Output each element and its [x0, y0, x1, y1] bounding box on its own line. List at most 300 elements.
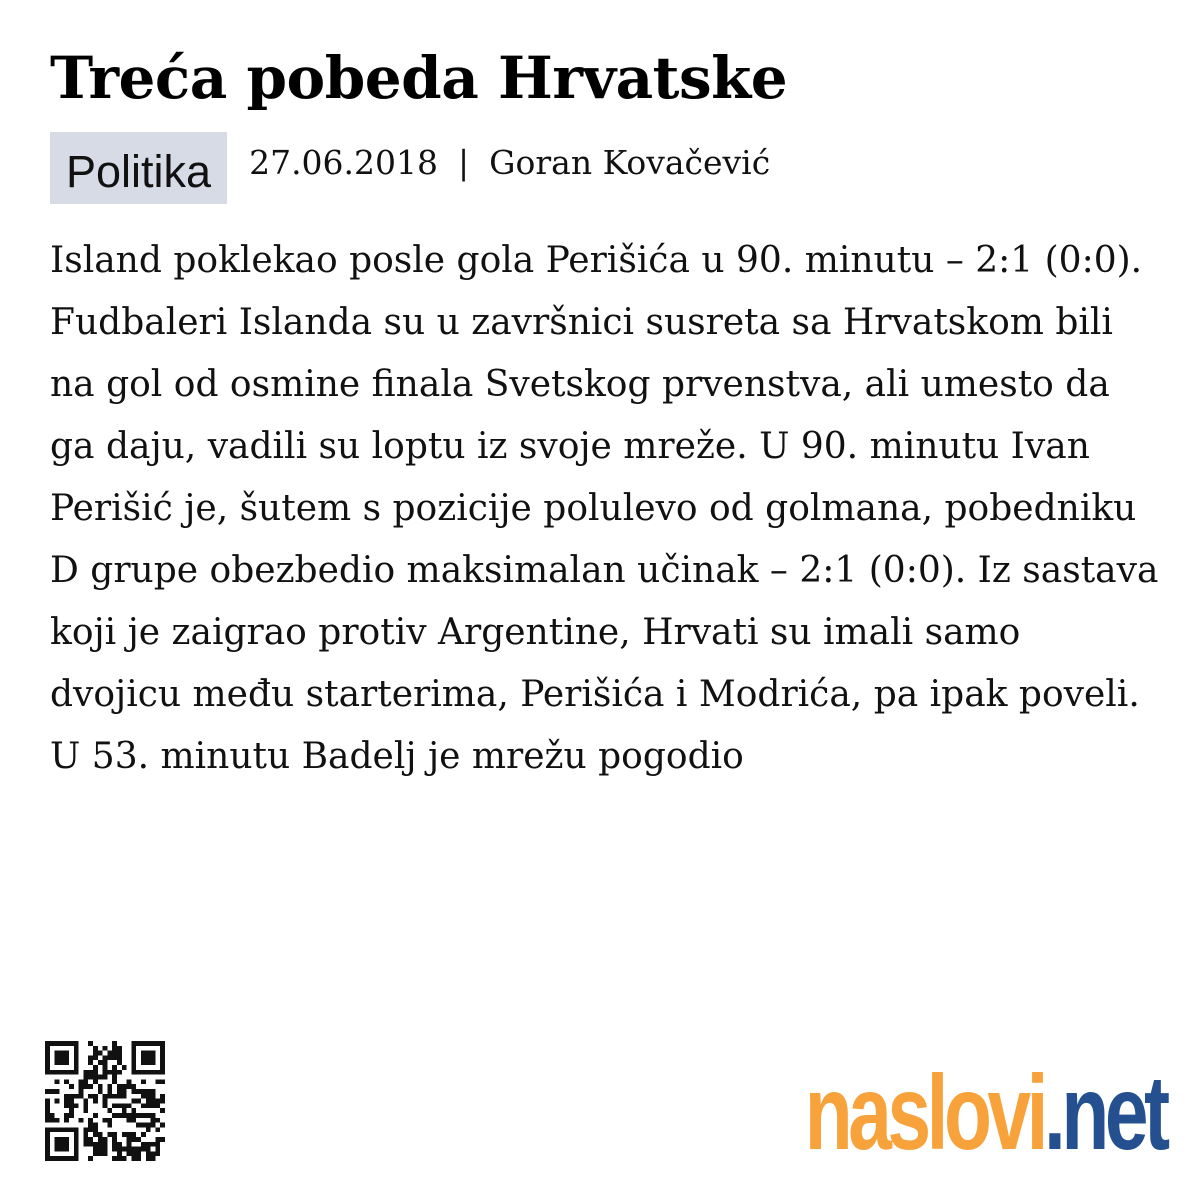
qr-module — [74, 1127, 79, 1132]
qr-module — [59, 1070, 64, 1075]
qr-module — [155, 1103, 160, 1108]
qr-module — [83, 1084, 88, 1089]
qr-module — [69, 1041, 74, 1046]
qr-module — [45, 1099, 50, 1104]
qr-module — [112, 1137, 117, 1142]
qr-module — [103, 1070, 108, 1075]
qr-module — [151, 1156, 156, 1161]
qr-module — [117, 1103, 122, 1108]
qr-module — [98, 1137, 103, 1142]
qr-module — [131, 1132, 136, 1137]
qr-module — [103, 1142, 108, 1147]
qr-module — [50, 1041, 55, 1046]
article-author: Goran Kovačević — [489, 142, 771, 182]
qr-module — [55, 1055, 60, 1060]
qr-module — [117, 1089, 122, 1094]
qr-module — [122, 1065, 127, 1070]
qr-module — [45, 1137, 50, 1142]
qr-module — [146, 1156, 151, 1161]
qr-module — [45, 1108, 50, 1113]
qr-module — [55, 1099, 60, 1104]
qr-module — [69, 1094, 74, 1099]
qr-module — [131, 1156, 136, 1161]
qr-module — [74, 1156, 79, 1161]
qr-module — [88, 1055, 93, 1060]
qr-module — [88, 1118, 93, 1123]
qr-module — [107, 1051, 112, 1056]
qr-module — [88, 1041, 93, 1046]
logo-text-naslovi: naslovi — [805, 1054, 1045, 1172]
qr-module — [88, 1094, 93, 1099]
qr-module — [146, 1142, 151, 1147]
article-headline: Treća pobeda Hrvatske — [50, 44, 788, 112]
qr-module — [93, 1094, 98, 1099]
qr-module — [93, 1070, 98, 1075]
qr-module — [45, 1118, 50, 1123]
qr-module — [98, 1075, 103, 1080]
qr-module — [117, 1055, 122, 1060]
qr-module — [69, 1070, 74, 1075]
qr-module — [64, 1118, 69, 1123]
qr-module — [151, 1123, 156, 1128]
qr-module — [141, 1094, 146, 1099]
qr-module — [151, 1051, 156, 1056]
qr-module — [112, 1103, 117, 1108]
qr-module — [160, 1041, 165, 1046]
qr-module — [93, 1065, 98, 1070]
qr-module — [155, 1041, 160, 1046]
qr-module — [131, 1137, 136, 1142]
qr-module — [69, 1156, 74, 1161]
qr-module — [59, 1060, 64, 1065]
qr-module — [136, 1070, 141, 1075]
qr-module — [69, 1099, 74, 1104]
qr-module — [151, 1118, 156, 1123]
qr-module — [64, 1113, 69, 1118]
qr-module — [69, 1113, 74, 1118]
qr-module — [127, 1118, 132, 1123]
qr-module — [69, 1108, 74, 1113]
qr-module — [160, 1046, 165, 1051]
qr-module — [117, 1151, 122, 1156]
qr-module — [64, 1147, 69, 1152]
qr-module — [155, 1079, 160, 1084]
qr-module — [98, 1060, 103, 1065]
qr-module — [160, 1055, 165, 1060]
qr-module — [45, 1142, 50, 1147]
qr-module — [146, 1113, 151, 1118]
qr-module — [55, 1147, 60, 1152]
qr-module — [117, 1156, 122, 1161]
qr-module — [45, 1041, 50, 1046]
qr-module — [107, 1070, 112, 1075]
qr-module — [117, 1051, 122, 1056]
qr-module — [117, 1046, 122, 1051]
qr-module — [103, 1075, 108, 1080]
qr-module — [74, 1137, 79, 1142]
qr-module — [136, 1147, 141, 1152]
qr-module — [112, 1142, 117, 1147]
qr-module — [141, 1123, 146, 1128]
qr-module — [74, 1065, 79, 1070]
qr-module — [146, 1127, 151, 1132]
qr-module — [127, 1151, 132, 1156]
qr-module — [155, 1118, 160, 1123]
qr-module — [112, 1065, 117, 1070]
qr-module — [160, 1065, 165, 1070]
qr-module — [64, 1055, 69, 1060]
qr-module — [155, 1142, 160, 1147]
category-badge[interactable]: Politika — [50, 132, 227, 204]
qr-module — [160, 1094, 165, 1099]
qr-module — [146, 1051, 151, 1056]
qr-module — [136, 1113, 141, 1118]
qr-module — [59, 1051, 64, 1056]
qr-module — [160, 1060, 165, 1065]
qr-module — [103, 1094, 108, 1099]
qr-module — [55, 1118, 60, 1123]
qr-module — [74, 1094, 79, 1099]
qr-module — [112, 1055, 117, 1060]
qr-module — [45, 1070, 50, 1075]
qr-module — [160, 1108, 165, 1113]
qr-module — [122, 1094, 127, 1099]
qr-module — [112, 1051, 117, 1056]
qr-module — [45, 1151, 50, 1156]
qr-module — [155, 1099, 160, 1104]
qr-module — [131, 1041, 136, 1046]
qr-module — [45, 1147, 50, 1152]
qr-module — [74, 1060, 79, 1065]
qr-module — [107, 1132, 112, 1137]
qr-module — [59, 1055, 64, 1060]
logo-text-net: .net — [1044, 1054, 1166, 1172]
meta-text — [249, 143, 770, 182]
qr-module — [155, 1137, 160, 1142]
qr-module — [93, 1142, 98, 1147]
qr-module — [83, 1137, 88, 1142]
qr-module — [122, 1108, 127, 1113]
qr-module — [74, 1147, 79, 1152]
qr-module — [112, 1094, 117, 1099]
text-fade-overlay — [0, 795, 1200, 865]
qr-module — [74, 1041, 79, 1046]
qr-module — [127, 1147, 132, 1152]
qr-module — [88, 1156, 93, 1161]
qr-module — [98, 1151, 103, 1156]
qr-module — [55, 1156, 60, 1161]
qr-module — [103, 1103, 108, 1108]
qr-module — [117, 1113, 122, 1118]
qr-module — [83, 1142, 88, 1147]
qr-module — [117, 1084, 122, 1089]
qr-module — [131, 1099, 136, 1104]
qr-module — [136, 1137, 141, 1142]
qr-module — [98, 1147, 103, 1152]
qr-module — [83, 1079, 88, 1084]
qr-module — [151, 1060, 156, 1065]
qr-module — [141, 1055, 146, 1060]
qr-module — [127, 1132, 132, 1137]
qr-module — [64, 1099, 69, 1104]
qr-module — [50, 1113, 55, 1118]
qr-module — [69, 1084, 74, 1089]
qr-module — [141, 1051, 146, 1056]
qr-module — [146, 1041, 151, 1046]
qr-module — [93, 1132, 98, 1137]
qr-module — [98, 1142, 103, 1147]
qr-module — [45, 1060, 50, 1065]
qr-module — [55, 1079, 60, 1084]
qr-module — [64, 1070, 69, 1075]
qr-module — [155, 1151, 160, 1156]
qr-module — [74, 1142, 79, 1147]
qr-module — [151, 1055, 156, 1060]
qr-module — [136, 1041, 141, 1046]
qr-module — [141, 1132, 146, 1137]
qr-module — [160, 1099, 165, 1104]
qr-module — [64, 1156, 69, 1161]
qr-module — [64, 1137, 69, 1142]
qr-module — [112, 1132, 117, 1137]
qr-module — [79, 1079, 84, 1084]
article-body: Island poklekao posle gola Perišića u 90. minutu – 2:1 (0:0). Fudbaleri Islanda su u završnici susreta sa Hrvatskom bili na gol od osmine finala Svetskog prvenstva, ali umesto da ga daju, vadili su loptu iz svoje mreže. U 90. minutu Ivan Perišić je, šutem s pozicije polulevo od golmana, pobedniku D grupe obezbedio maksimalan učinak – 2:1 (0:0). Iz sastava koji je zaigrao protiv Argentine, Hrvati su imali samo dvojicu među starterima, Perišića i Modrića, pa ipak poveli. U 53. minutu Badelj je mrežu pogodio — [50, 240, 1159, 777]
qr-module — [45, 1089, 50, 1094]
qr-module — [127, 1137, 132, 1142]
qr-module — [45, 1113, 50, 1118]
qr-module — [93, 1151, 98, 1156]
qr-module — [64, 1127, 69, 1132]
qr-module — [64, 1079, 69, 1084]
naslovi-logo[interactable] — [805, 1054, 1166, 1172]
qr-module — [103, 1147, 108, 1152]
qr-module — [146, 1099, 151, 1104]
qr-module — [59, 1147, 64, 1152]
qr-module — [88, 1137, 93, 1142]
qr-module — [155, 1127, 160, 1132]
qr-module — [93, 1123, 98, 1128]
qr-module — [131, 1084, 136, 1089]
qr-module — [151, 1151, 156, 1156]
qr-module — [127, 1079, 132, 1084]
qr-module — [141, 1142, 146, 1147]
qr-module — [141, 1079, 146, 1084]
qr-module — [50, 1070, 55, 1075]
qr-module — [107, 1108, 112, 1113]
qr-module — [136, 1151, 141, 1156]
qr-module — [93, 1055, 98, 1060]
qr-module — [69, 1103, 74, 1108]
qr-module — [146, 1151, 151, 1156]
qr-module — [93, 1113, 98, 1118]
qr-module — [93, 1099, 98, 1104]
qr-module — [107, 1089, 112, 1094]
qr-module — [83, 1075, 88, 1080]
qr-module — [55, 1060, 60, 1065]
qr-module — [93, 1079, 98, 1084]
qr-module — [141, 1147, 146, 1152]
qr-module — [131, 1065, 136, 1070]
qr-module — [55, 1041, 60, 1046]
qr-module — [93, 1051, 98, 1056]
qr-module — [50, 1127, 55, 1132]
qr-module — [122, 1089, 127, 1094]
qr-module — [122, 1132, 127, 1137]
qr-module — [136, 1123, 141, 1128]
qr-module — [122, 1113, 127, 1118]
qr-module — [88, 1075, 93, 1080]
qr-module — [98, 1132, 103, 1137]
qr-module — [107, 1123, 112, 1128]
qr-module — [88, 1127, 93, 1132]
qr-module — [160, 1051, 165, 1056]
qr-module — [45, 1156, 50, 1161]
qr-module — [93, 1127, 98, 1132]
qr-module — [50, 1156, 55, 1161]
qr-module — [59, 1137, 64, 1142]
qr-module — [55, 1142, 60, 1147]
qr-module — [64, 1060, 69, 1065]
qr-module — [155, 1070, 160, 1075]
qr-module — [59, 1156, 64, 1161]
qr-module — [79, 1094, 84, 1099]
qr-module — [45, 1127, 50, 1132]
qr-module — [131, 1046, 136, 1051]
qr-module — [88, 1142, 93, 1147]
qr-module — [103, 1099, 108, 1104]
qr-module — [117, 1094, 122, 1099]
qr-module — [146, 1147, 151, 1152]
qr-module — [131, 1051, 136, 1056]
qr-module — [112, 1046, 117, 1051]
qr-module — [103, 1151, 108, 1156]
qr-module — [131, 1113, 136, 1118]
qr-module — [136, 1099, 141, 1104]
qr-module — [131, 1108, 136, 1113]
qr-module — [83, 1070, 88, 1075]
qr-module — [83, 1127, 88, 1132]
qr-module — [74, 1132, 79, 1137]
qr-module — [88, 1070, 93, 1075]
qr-module — [146, 1055, 151, 1060]
qr-module — [117, 1142, 122, 1147]
qr-module — [146, 1089, 151, 1094]
qr-module — [74, 1055, 79, 1060]
qr-module — [55, 1070, 60, 1075]
qr-module — [131, 1070, 136, 1075]
qr-module — [50, 1118, 55, 1123]
qr-module — [131, 1060, 136, 1065]
qr-module — [155, 1147, 160, 1152]
qr-module — [112, 1113, 117, 1118]
qr-module — [93, 1147, 98, 1152]
qr-module — [107, 1084, 112, 1089]
article-meta — [50, 132, 770, 204]
qr-module — [93, 1046, 98, 1051]
qr-module — [117, 1070, 122, 1075]
qr-module — [141, 1041, 146, 1046]
qr-module — [103, 1055, 108, 1060]
qr-module — [151, 1070, 156, 1075]
qr-module — [55, 1051, 60, 1056]
qr-module — [50, 1089, 55, 1094]
qr-module — [98, 1089, 103, 1094]
qr-module — [98, 1084, 103, 1089]
qr-module — [79, 1118, 84, 1123]
qr-module — [146, 1060, 151, 1065]
qr-module — [74, 1070, 79, 1075]
qr-module — [131, 1151, 136, 1156]
qr-code-icon[interactable] — [45, 1038, 165, 1164]
qr-module — [141, 1089, 146, 1094]
qr-module — [59, 1127, 64, 1132]
qr-module — [122, 1084, 127, 1089]
qr-module — [141, 1070, 146, 1075]
qr-module — [141, 1103, 146, 1108]
qr-module — [74, 1103, 79, 1108]
qr-module — [107, 1055, 112, 1060]
qr-module — [98, 1051, 103, 1056]
qr-module — [122, 1156, 127, 1161]
qr-module — [93, 1075, 98, 1080]
qr-module — [103, 1065, 108, 1070]
qr-module — [131, 1147, 136, 1152]
qr-module — [88, 1084, 93, 1089]
qr-module — [151, 1142, 156, 1147]
qr-module — [112, 1156, 117, 1161]
qr-module — [151, 1113, 156, 1118]
qr-module — [141, 1113, 146, 1118]
qr-module — [59, 1041, 64, 1046]
meta-separator: | — [458, 142, 470, 182]
qr-module — [112, 1075, 117, 1080]
qr-module — [117, 1147, 122, 1152]
qr-module — [64, 1051, 69, 1056]
qr-module — [107, 1118, 112, 1123]
qr-module — [127, 1084, 132, 1089]
qr-module — [64, 1094, 69, 1099]
qr-module — [74, 1046, 79, 1051]
qr-module — [131, 1118, 136, 1123]
qr-module — [64, 1103, 69, 1108]
qr-module — [151, 1094, 156, 1099]
qr-module — [146, 1123, 151, 1128]
qr-module — [117, 1060, 122, 1065]
qr-module — [122, 1103, 127, 1108]
qr-module — [127, 1113, 132, 1118]
qr-module — [136, 1089, 141, 1094]
qr-module — [64, 1041, 69, 1046]
qr-module — [69, 1127, 74, 1132]
qr-module — [64, 1142, 69, 1147]
qr-module — [45, 1051, 50, 1056]
qr-module — [55, 1127, 60, 1132]
qr-module — [160, 1123, 165, 1128]
qr-module — [122, 1147, 127, 1152]
qr-module — [131, 1055, 136, 1060]
qr-module — [79, 1089, 84, 1094]
qr-module — [83, 1132, 88, 1137]
qr-module — [83, 1103, 88, 1108]
qr-module — [112, 1147, 117, 1152]
qr-module — [151, 1099, 156, 1104]
qr-module — [103, 1118, 108, 1123]
qr-module — [160, 1079, 165, 1084]
qr-module — [55, 1137, 60, 1142]
qr-module — [141, 1060, 146, 1065]
qr-module — [45, 1103, 50, 1108]
qr-module — [136, 1156, 141, 1161]
